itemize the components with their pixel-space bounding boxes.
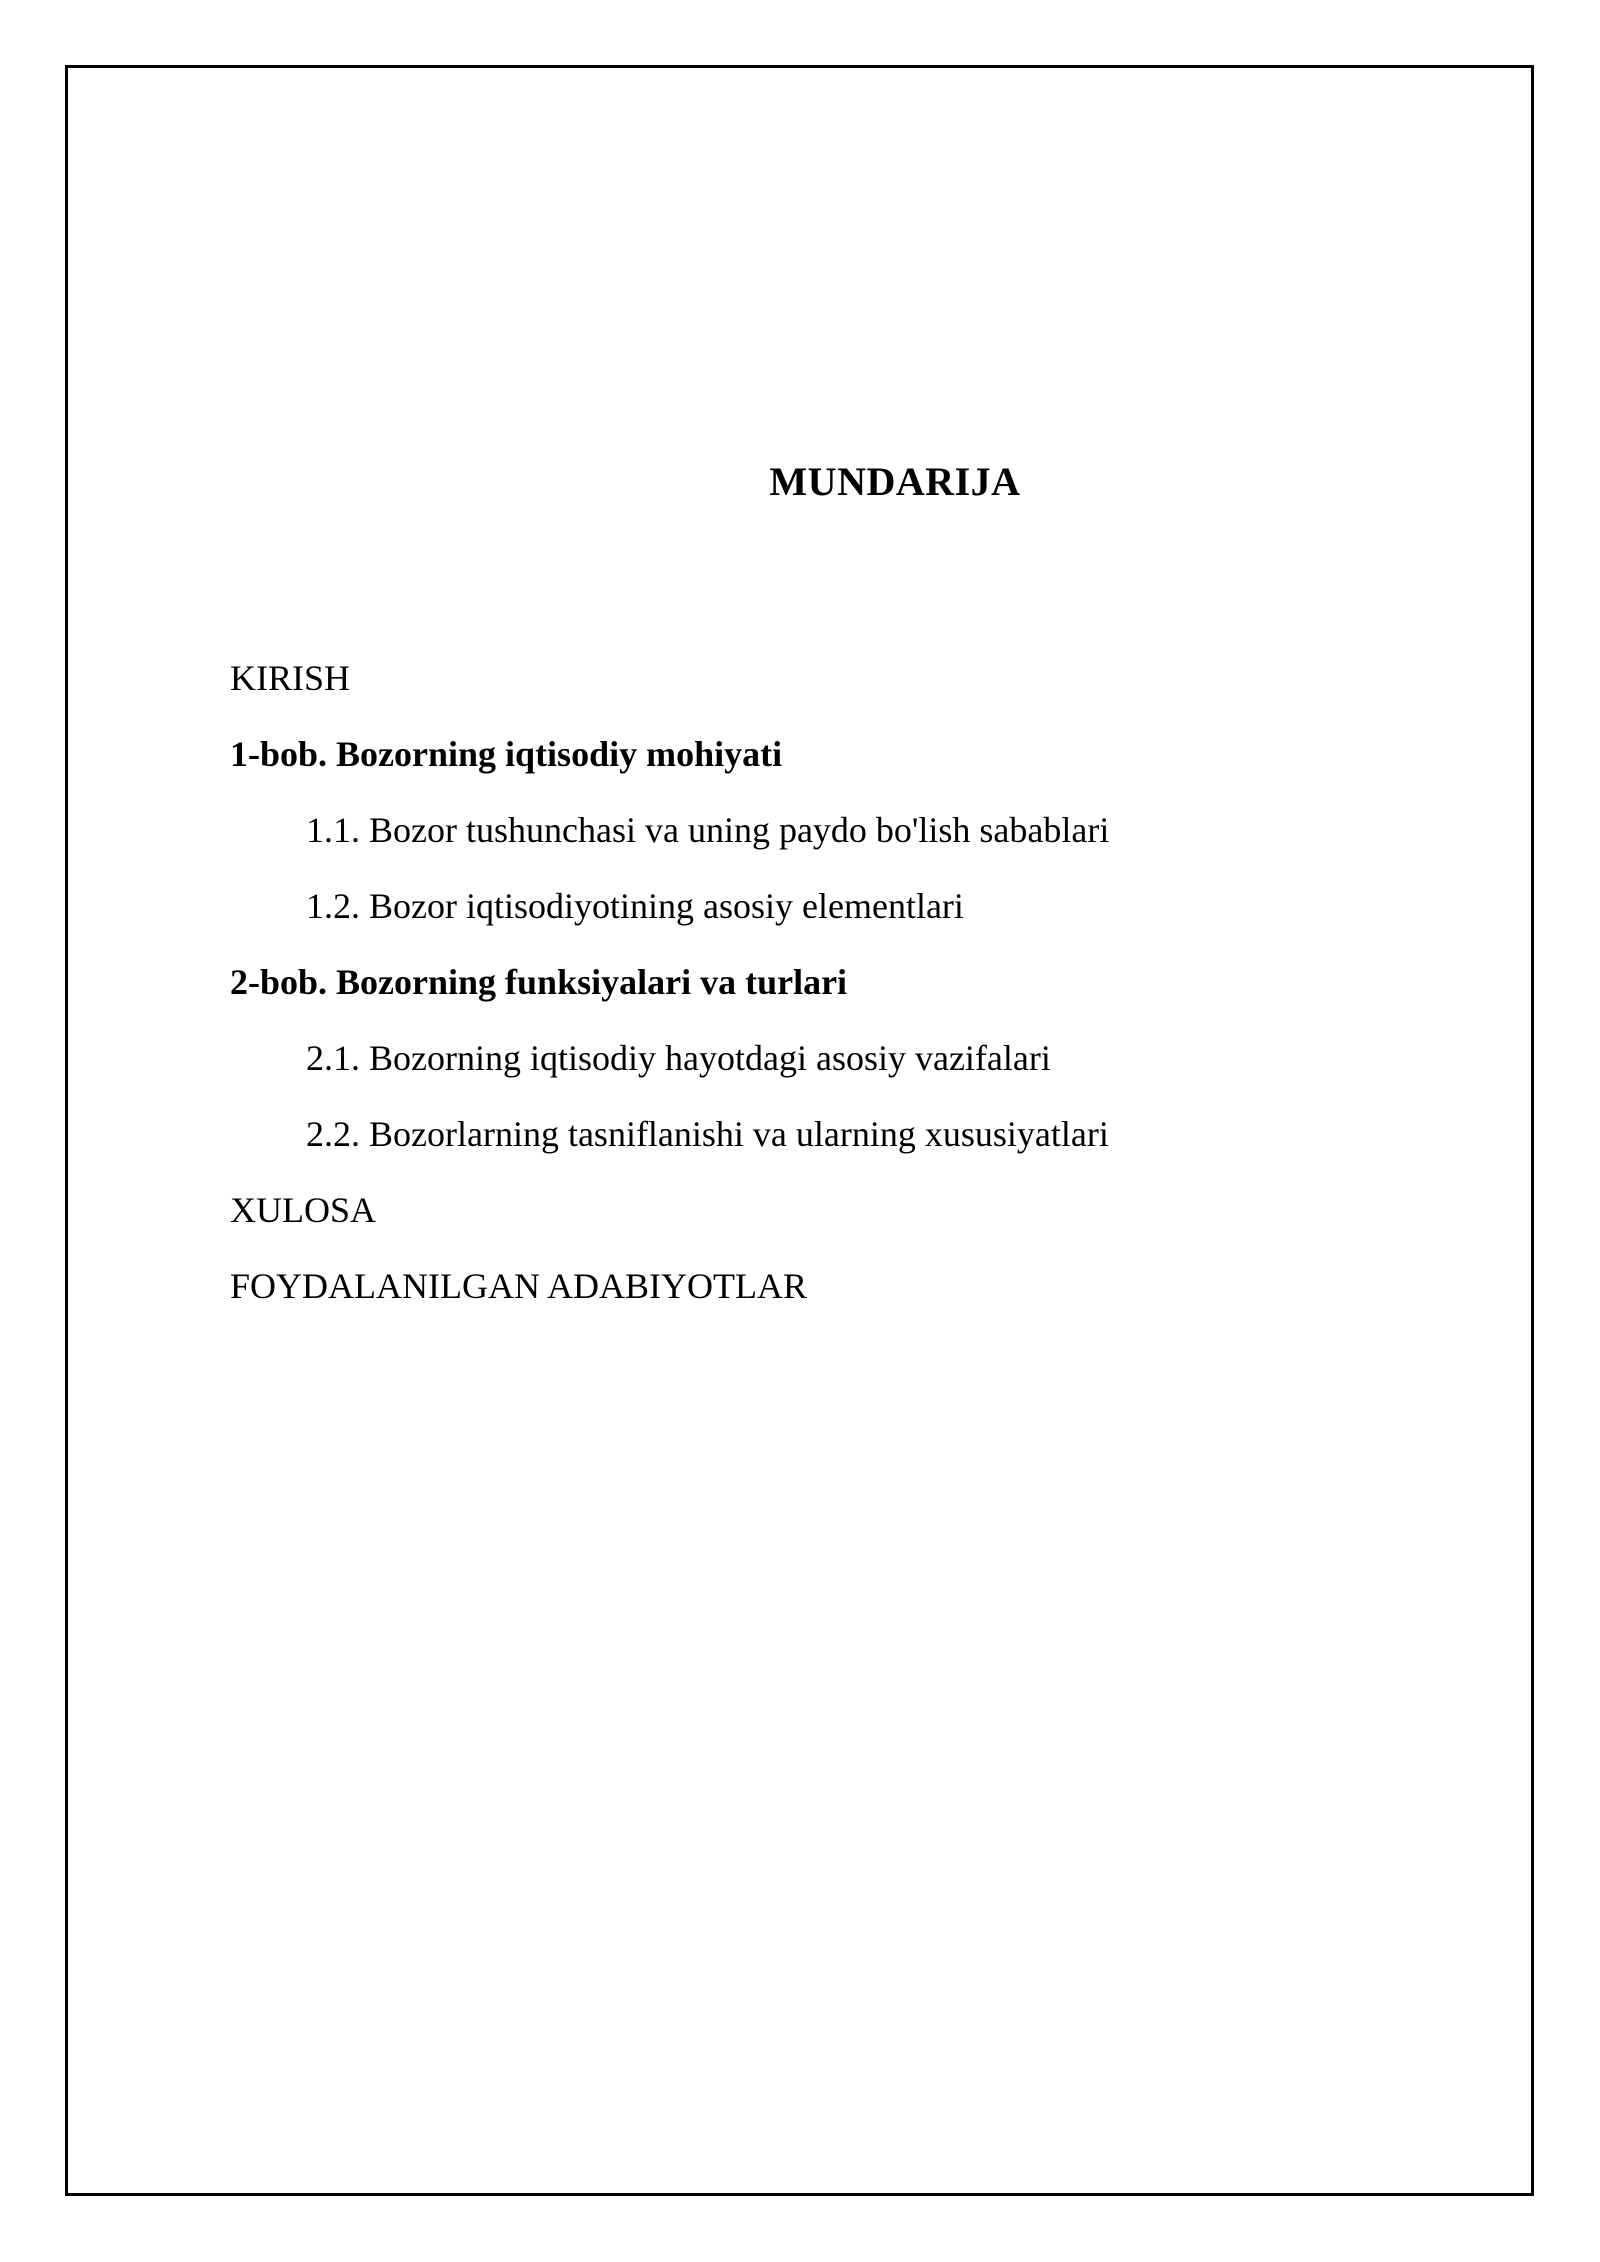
- toc-item-section-2-2: 2.2. Bozorlarning tasniflanishi va ularning xususiyatlari: [306, 1114, 1109, 1154]
- toc-item-section-1-1: 1.1. Bozor tushunchasi va uning paydo bo'lish sabablari: [306, 810, 1110, 850]
- toc-item-chapter-2: 2-bob. Bozorning funksiyalari va turlari: [230, 962, 848, 1002]
- page-title: MUNDARIJA: [769, 459, 1021, 504]
- toc-item-conclusion: XULOSA: [230, 1190, 377, 1230]
- toc-item-intro: KIRISH: [230, 658, 351, 698]
- toc-item-section-2-1: 2.1. Bozorning iqtisodiy hayotdagi asosiy vazifalari: [306, 1038, 1051, 1078]
- toc-item-section-1-2: 1.2. Bozor iqtisodiyotining asosiy elementlari: [306, 886, 964, 926]
- toc-item-references: FOYDALANILGAN ADABIYOTLAR: [230, 1266, 807, 1306]
- toc-item-chapter-1: 1-bob. Bozorning iqtisodiy mohiyati: [230, 734, 783, 774]
- table-of-contents: [230, 640, 1109, 1324]
